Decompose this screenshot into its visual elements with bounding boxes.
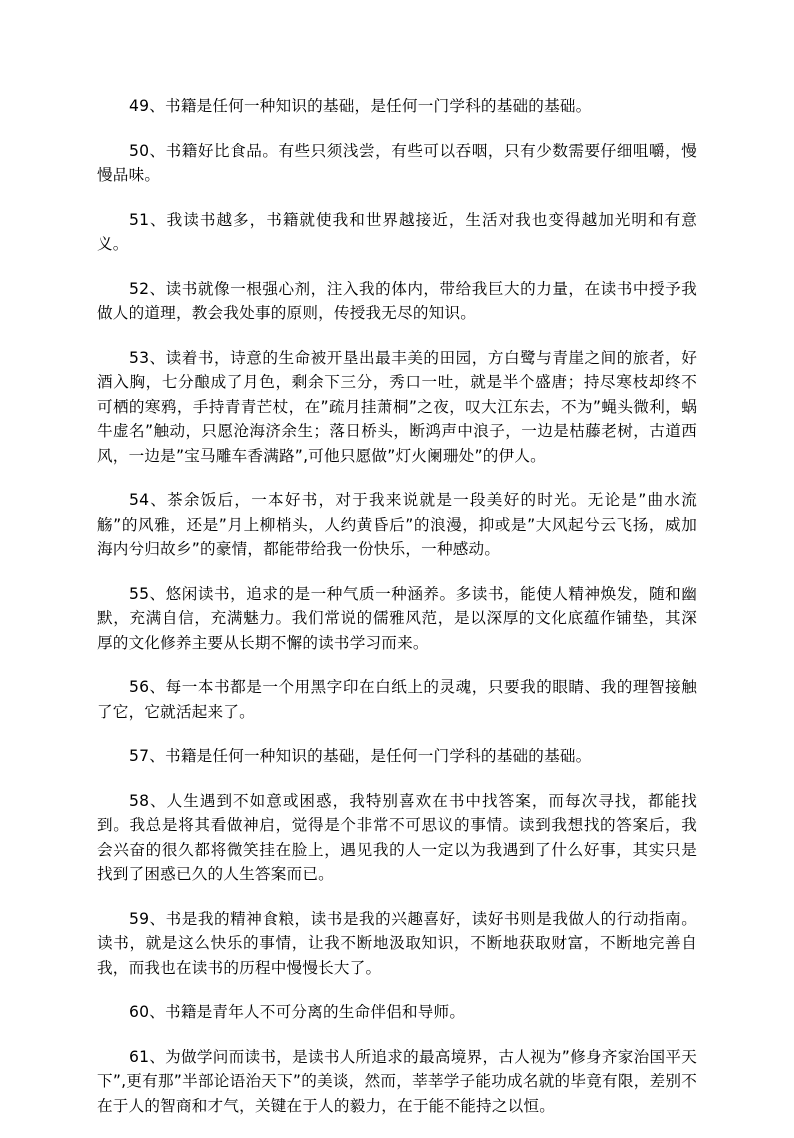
paragraph-58: 58、人生遇到不如意或困惑，我特别喜欢在书中找答案，而每次寻找，都能找到。我总是将其看做神启，觉得是个非常不可思议的事情。读到我想找的答案后，我会兴奋的很久都将微笑挂在脸上，遇见我的人一定以为我遇到了什么好事，其实只是找到了困惑已久的人生答案而已。 <box>97 791 697 883</box>
paragraph-55: 55、悠闲读书，追求的是一种气质一种涵养。多读书，能使人精神焕发，随和幽默，充满自信，充满魅力。我们常说的儒雅风范，是以深厚的文化底蕴作铺垫，其深厚的文化修养主要从长期不懈的读书学习而来。 <box>97 584 697 652</box>
paragraph-61: 61、为做学问而读书，是读书人所追求的最高境界，古人视为”修身齐家治国平天下”,更有那”半部论语治天下”的美谈，然而，莘莘学子能功成名就的毕竟有限，差别不在于人的智商和才气，关键在于人的毅力，在于能不能持之以恒。 <box>97 1047 697 1115</box>
paragraph-52: 52、读书就像一根强心剂，注入我的体内，带给我巨大的力量，在读书中授予我做人的道理，教会我处事的原则，传授我无尽的知识。 <box>97 279 697 322</box>
paragraph-57: 57、书籍是任何一种知识的基础，是任何一门学科的基础的基础。 <box>129 747 592 765</box>
paragraph-51: 51、我读书越多，书籍就使我和世界越接近，生活对我也变得越加光明和有意义。 <box>97 210 697 253</box>
paragraph-49: 49、书籍是任何一种知识的基础，是任何一门学科的基础的基础。 <box>129 97 592 115</box>
paragraph-56: 56、每一本书都是一个用黑字印在白纸上的灵魂，只要我的眼睛、我的理智接触了它，它就活起来了。 <box>97 678 697 721</box>
paragraph-53: 53、读着书，诗意的生命被开垦出最丰美的田园，方白鹭与青崖之间的旅者，好酒入胸，七分酿成了月色，剩余下三分，秀口一吐，就是半个盛唐；持尽寒枝却终不可栖的寒鸦，手持青青芒杖，在”疏月挂萧桐”之夜，叹大江东去，不为”蝇头微利，蜗牛虚名”触动，只愿沧海济余生；落日桥头，断鸿声中浪子，一边是枯藤老树，古道西风，一边是”宝马雕车香满路”,可他只愿做”灯火阑珊处”的伊人。 <box>97 348 697 465</box>
paragraph-59: 59、书是我的精神食粮，读书是我的兴趣喜好，读好书则是我做人的行动指南。读书，就是这么快乐的事情，让我不断地汲取知识，不断地获取财富，不断地完善自我，而我也在读书的历程中慢慢长大了。 <box>97 909 697 977</box>
paragraph-50: 50、书籍好比食品。有些只须浅尝，有些可以吞咽，只有少数需要仔细咀嚼，慢慢品味。 <box>97 141 697 184</box>
paragraph-54: 54、茶余饭后，一本好书，对于我来说就是一段美好的时光。无论是”曲水流觞”的风雅，还是”月上柳梢头，人约黄昏后”的浪漫，抑或是”大风起兮云飞扬，威加海内兮归故乡”的豪情，都能带给我一份快乐，一种感动。 <box>97 491 697 558</box>
document-body <box>97 94 697 1138</box>
paragraph-60: 60、书籍是青年人不可分离的生命伴侣和导师。 <box>129 1003 466 1021</box>
